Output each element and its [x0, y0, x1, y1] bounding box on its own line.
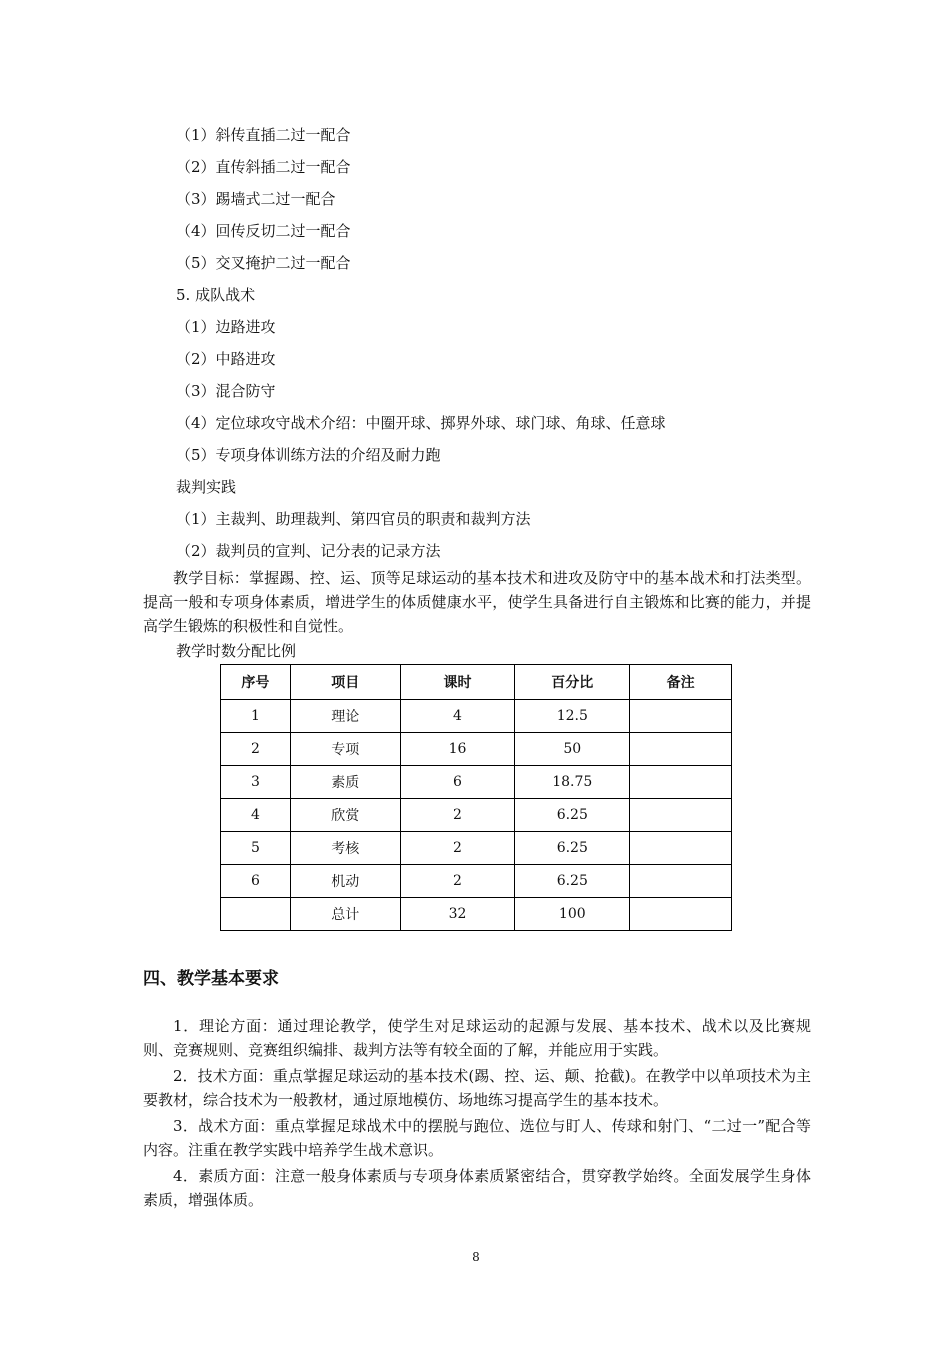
header-cell: 备注 [630, 665, 732, 700]
requirement-tactics: 3．战术方面：重点掌握足球战术中的摆脱与跑位、选位与盯人、传球和射门、“二过一”配合等内容。注重在教学实践中培养学生战术意识。 [143, 1117, 811, 1159]
list-item: （5）专项身体训练方法的介绍及耐力跑 [176, 446, 441, 464]
table-cell [630, 700, 732, 733]
table-cell [630, 898, 732, 931]
subsection-title: 裁判实践 [176, 478, 237, 496]
header-cell: 课时 [400, 665, 515, 700]
table-cell [221, 898, 291, 931]
header-cell: 项目 [290, 665, 400, 700]
table-cell: 机动 [290, 865, 400, 898]
list-item: （2）裁判员的宣判、记分表的记录方法 [176, 542, 441, 560]
list-item: （4）回传反切二过一配合 [176, 222, 351, 240]
table-cell [630, 799, 732, 832]
table-row [221, 832, 732, 865]
table-cell: 4 [221, 799, 291, 832]
table-cell: 3 [221, 766, 291, 799]
table-cell: 50 [515, 733, 630, 766]
table-caption: 教学时数分配比例 [176, 642, 297, 660]
requirement-technique: 2．技术方面：重点掌握足球运动的基本技术(踢、控、运、颠、抢截)。在教学中以单项技术为主要教材，综合技术为一般教材，通过原地模仿、场地练习提高学生的基本技术。 [143, 1067, 811, 1109]
table-cell: 6 [221, 865, 291, 898]
hours-table [220, 664, 732, 931]
table-cell: 6.25 [515, 832, 630, 865]
table-cell [630, 865, 732, 898]
table-cell: 5 [221, 832, 291, 865]
teaching-objective: 教学目标：掌握踢、控、运、顶等足球运动的基本技术和进攻及防守中的基本战术和打法类型。提高一般和专项身体素质，增进学生的体质健康水平，使学生具备进行自主锻炼和比赛的能力，并提高学生锻炼的积极性和自觉性。 [143, 569, 811, 635]
table-row [221, 766, 732, 799]
table-cell [630, 733, 732, 766]
requirement-fitness: 4．素质方面：注意一般身体素质与专项身体素质紧密结合，贯穿教学始终。全面发展学生身体素质，增强体质。 [143, 1167, 811, 1209]
table-header-row [221, 665, 732, 700]
table-cell: 欣赏 [290, 799, 400, 832]
table-cell: 素质 [290, 766, 400, 799]
header-cell: 序号 [221, 665, 291, 700]
list-item: （5）交叉掩护二过一配合 [176, 254, 351, 272]
table-cell: 12.5 [515, 700, 630, 733]
table-cell [630, 766, 732, 799]
table-cell [630, 832, 732, 865]
list-item: （1）斜传直插二过一配合 [176, 126, 351, 144]
table-cell: 2 [400, 832, 515, 865]
table-cell: 总计 [290, 898, 400, 931]
table-cell: 16 [400, 733, 515, 766]
table-cell: 2 [400, 865, 515, 898]
list-item: （4）定位球攻守战术介绍：中圈开球、掷界外球、球门球、角球、任意球 [176, 414, 666, 432]
table-cell: 100 [515, 898, 630, 931]
table-cell: 32 [400, 898, 515, 931]
section-heading: 四、教学基本要求 [143, 969, 279, 989]
table-cell: 6 [400, 766, 515, 799]
table-row [221, 799, 732, 832]
requirement-theory: 1．理论方面：通过理论教学，使学生对足球运动的起源与发展、基本技术、战术以及比赛规则、竞赛规则、竞赛组织编排、裁判方法等有较全面的了解，并能应用于实践。 [143, 1017, 811, 1059]
table-row [221, 733, 732, 766]
list-item: （2）中路进攻 [176, 350, 276, 368]
table-cell: 2 [400, 799, 515, 832]
table-cell: 1 [221, 700, 291, 733]
table-cell: 6.25 [515, 865, 630, 898]
table-cell: 6.25 [515, 799, 630, 832]
page-number: 8 [472, 1250, 480, 1264]
table-total-row [221, 898, 732, 931]
list-item: （1）边路进攻 [176, 318, 276, 336]
table-row [221, 865, 732, 898]
table-cell: 专项 [290, 733, 400, 766]
header-cell: 百分比 [515, 665, 630, 700]
subsection-title: 5. 成队战术 [176, 286, 256, 304]
list-item: （3）混合防守 [176, 382, 276, 400]
table-cell: 2 [221, 733, 291, 766]
list-item: （3）踢墙式二过一配合 [176, 190, 336, 208]
table-cell: 18.75 [515, 766, 630, 799]
table-row [221, 700, 732, 733]
list-item: （2）直传斜插二过一配合 [176, 158, 351, 176]
list-item: （1）主裁判、助理裁判、第四官员的职责和裁判方法 [176, 510, 531, 528]
table-cell: 理论 [290, 700, 400, 733]
table-cell: 考核 [290, 832, 400, 865]
table-cell: 4 [400, 700, 515, 733]
